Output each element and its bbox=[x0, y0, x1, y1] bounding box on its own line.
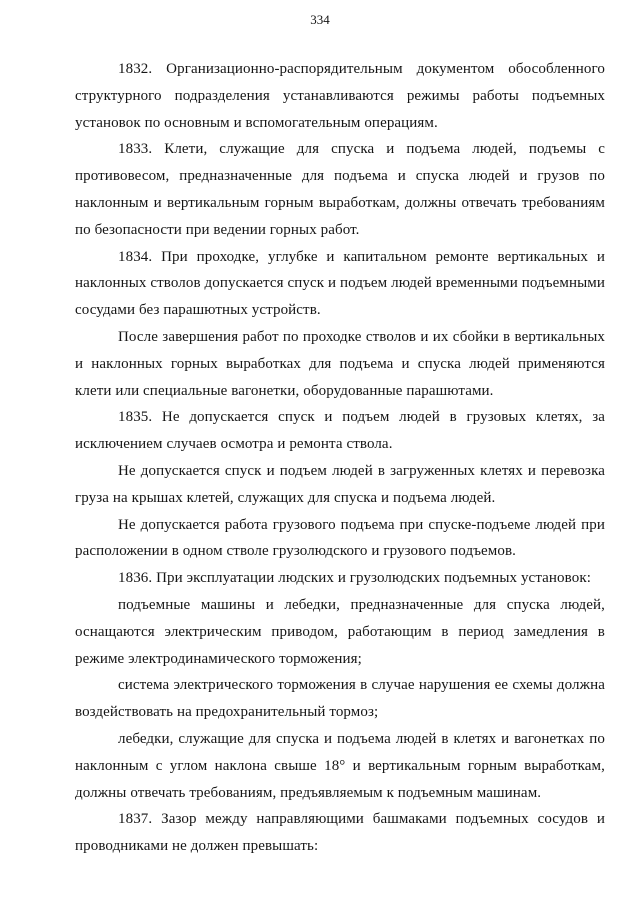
paragraph-1837: 1837. Зазор между направляющими башмаками подъемных сосудов и проводниками не должен превышать: bbox=[75, 811, 605, 855]
paragraph-1833: 1833. Клети, служащие для спуска и подъема людей, подъемы с противовесом, предназначенные для подъема и спуска людей и грузов по наклонным и вертикальным горным выработкам, должны отвечать требованиям по безопасности при ведении горных работ. bbox=[75, 141, 605, 238]
paragraph-1835-cargo-hoist: Не допускается работа грузового подъема при спуске-подъеме людей при расположении в одном стволе грузолюдского и грузового подъемов. bbox=[75, 516, 605, 560]
document-body bbox=[75, 56, 605, 860]
paragraph-1836-braking-system: система электрического торможения в случае нарушения ее схемы должна воздействовать на предохранительный тормоз; bbox=[75, 677, 605, 721]
paragraph-1836-machines: подъемные машины и лебедки, предназначенные для спуска людей, оснащаются электрическим приводом, работающим в период замедления в режиме электродинамического торможения; bbox=[75, 596, 605, 667]
page-number: 334 bbox=[310, 12, 330, 27]
paragraph-1834: 1834. При проходке, углубке и капитальном ремонте вертикальных и наклонных стволов допускается спуск и подъем людей временными подъемными сосудами без парашютных устройств. bbox=[75, 248, 605, 319]
paragraph-1835-loaded-cages: Не допускается спуск и подъем людей в загруженных клетях и перевозка груза на крышах клетей, служащих для спуска и подъема людей. bbox=[75, 462, 605, 506]
paragraph-1835: 1835. Не допускается спуск и подъем людей в грузовых клетях, за исключением случаев осмотра и ремонта ствола. bbox=[75, 409, 605, 453]
paragraph-1834-continuation: После завершения работ по проходке стволов и их сбойки в вертикальных и наклонных горных выработках для подъема и спуска людей применяются клети или специальные вагонетки, оборудованные парашютами. bbox=[75, 328, 605, 399]
paragraph-1832: 1832. Организационно-распорядительным документом обособленного структурного подразделения устанавливаются режимы работы подъемных установок по основным и вспомогательным операциям. bbox=[75, 61, 605, 131]
paragraph-1836: 1836. При эксплуатации людских и грузолюдских подъемных установок: bbox=[118, 570, 591, 587]
paragraph-1836-winches: лебедки, служащие для спуска и подъема людей в клетях и вагонетках по наклонным с углом наклона свыше 18° и вертикальным горным выработкам, должны отвечать требованиям, предъявляемым к подъемным машинам. bbox=[75, 730, 605, 801]
